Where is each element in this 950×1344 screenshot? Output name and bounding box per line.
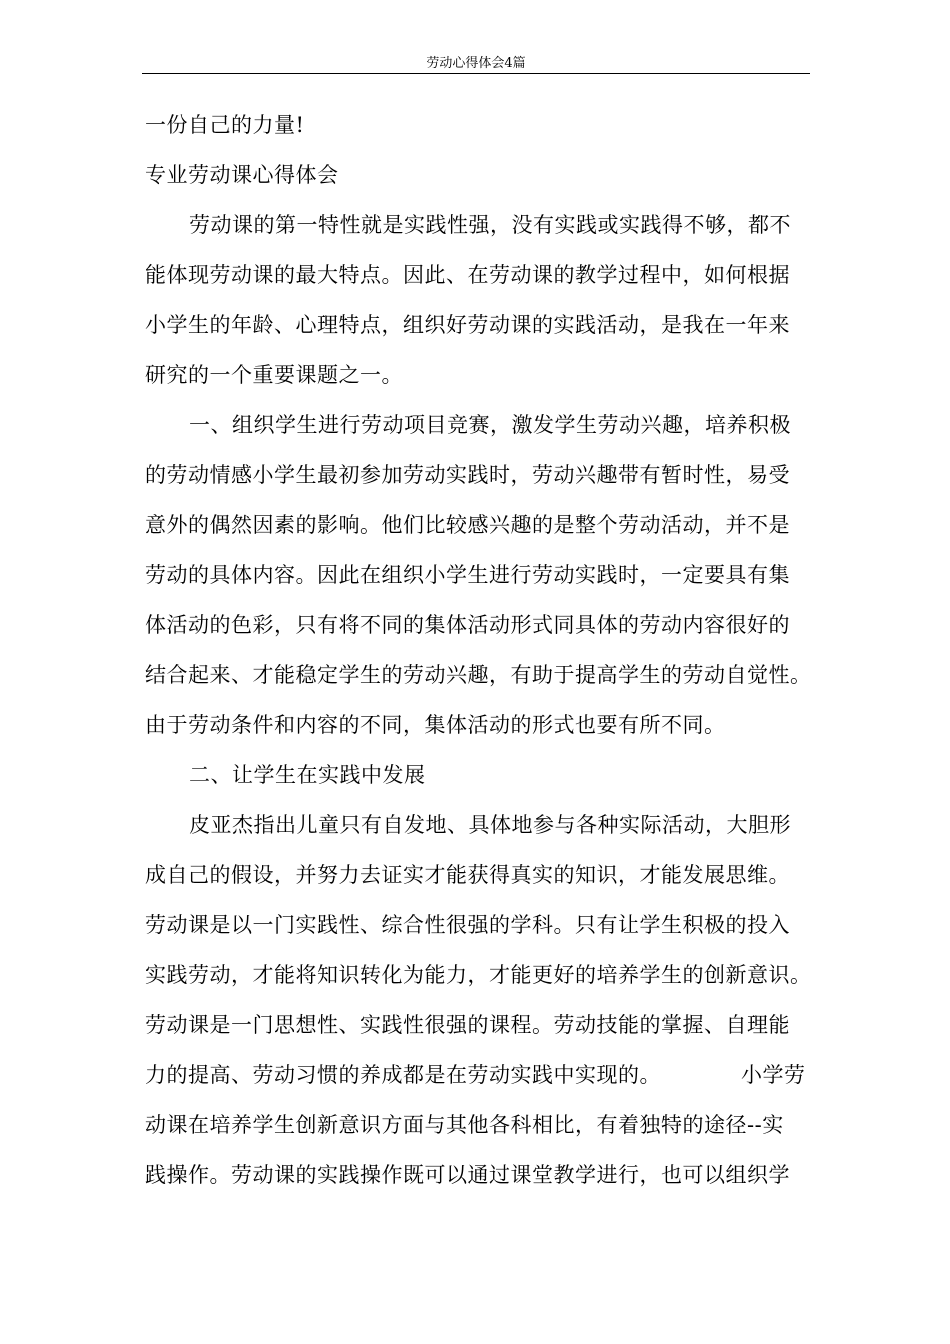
text-line: 一份自己的力量! (145, 113, 305, 137)
header-title: 劳动心得体会4篇 (426, 56, 526, 71)
text-line: 一、组织学生进行劳动项目竞赛，激发学生劳动兴趣，培养积极 (189, 413, 791, 437)
text-line: 劳动课是一门思想性、实践性很强的课程。劳动技能的掌握、自理能 (145, 1013, 790, 1037)
text-line: 的劳动情感小学生最初参加劳动实践时，劳动兴趣带有暂时性，易受 (145, 463, 790, 487)
text-line: 结合起来、才能稳定学生的劳动兴趣，有助于提高学生的劳动自觉性。 (145, 663, 812, 687)
text-segment: 小学劳 (741, 1063, 806, 1087)
text-line: 成自己的假设，并努力去证实才能获得真实的知识，才能发展思维。 (145, 863, 790, 887)
page-header (142, 55, 810, 74)
text-line: 小学生的年龄、心理特点，组织好劳动课的实践活动，是我在一年来 (145, 313, 790, 337)
text-line: 动课在培养学生创新意识方面与其他各科相比，有着独特的途径--实 (145, 1113, 784, 1137)
text-line (145, 1050, 817, 1100)
text-line: 践操作。劳动课的实践操作既可以通过课堂教学进行，也可以组织学 (145, 1163, 790, 1187)
text-line: 能体现劳动课的最大特点。因此、在劳动课的教学过程中，如何根据 (145, 263, 790, 287)
text-line: 体活动的色彩，只有将不同的集体活动形式同具体的劳动内容很好的 (145, 613, 790, 637)
text-line: 由于劳动条件和内容的不同，集体活动的形式也要有所不同。 (145, 713, 726, 737)
text-line: 皮亚杰指出儿童只有自发地、具体地参与各种实际活动，大胆形 (189, 813, 791, 837)
text-line: 实践劳动，才能将知识转化为能力，才能更好的培养学生的创新意识。 (145, 963, 812, 987)
text-line: 研究的一个重要课题之一。 (145, 363, 403, 387)
text-line: 劳动的具体内容。因此在组织小学生进行劳动实践时，一定要具有集 (145, 563, 790, 587)
text-line: 劳动课的第一特性就是实践性强，没有实践或实践得不够，都不 (189, 213, 791, 237)
text-line: 劳动课是以一门实践性、综合性很强的学科。只有让学生积极的投入 (145, 913, 790, 937)
document-body (145, 100, 817, 1200)
section-heading: 二、让学生在实践中发展 (189, 763, 426, 787)
text-segment: 力的提高、劳动习惯的养成都是在劳动实践中实现的。 (145, 1063, 661, 1087)
text-line: 意外的偶然因素的影响。他们比较感兴趣的是整个劳动活动，并不是 (145, 513, 790, 537)
section-heading: 专业劳动课心得体会 (145, 163, 339, 187)
